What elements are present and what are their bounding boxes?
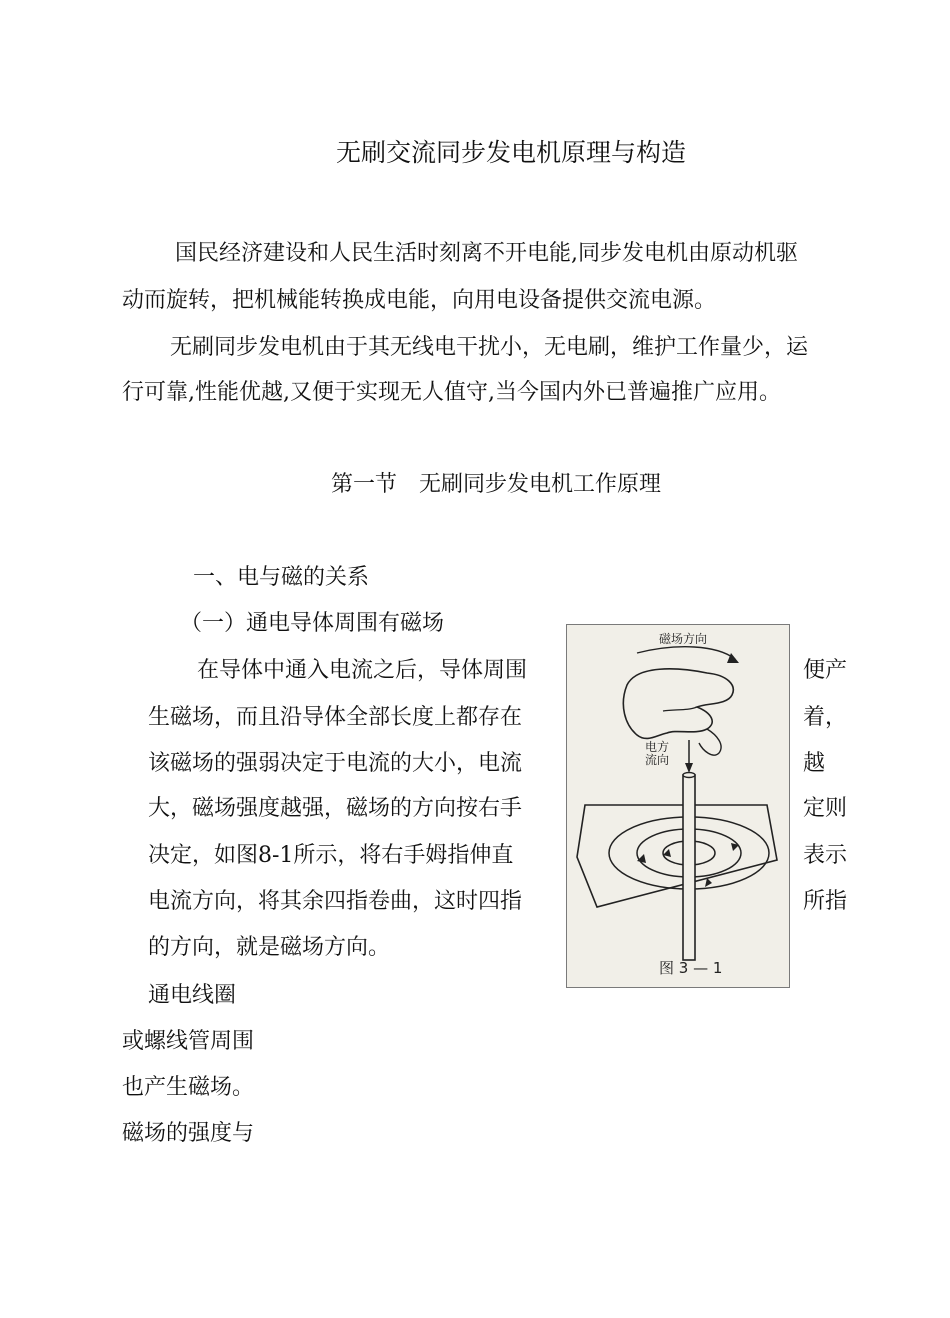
body-left-line-2: 生磁场，而且沿导体全部长度上都存在 [148, 705, 523, 730]
figure-caption: 图 3 — 1 [659, 959, 723, 977]
body-tail-line-2: 或螺线管周围 [122, 1029, 255, 1054]
body-right-line-1: 便产 [803, 658, 848, 683]
figure-label-field: 磁场方向 [659, 632, 708, 646]
body-right-line-3: 越 [803, 751, 826, 776]
body-tail-line-1: 通电线圈 [148, 983, 237, 1008]
right-hand-rule-illustration [567, 625, 789, 987]
body-tail-line-4: 磁场的强度与 [122, 1121, 255, 1146]
body-right-line-4: 定则 [803, 796, 848, 821]
body-left-line-3: 该磁场的强弱决定于电流的大小，电流 [148, 751, 523, 776]
body-left-line-4: 大，磁场强度越强，磁场的方向按右手 [148, 796, 523, 821]
body-left-line-5: 决定，如图8-1所示，将右手姆指伸直 [148, 843, 514, 868]
heading-2: （一）通电导体周围有磁场 [180, 611, 445, 636]
section-title: 第一节 无刷同步发电机工作原理 [331, 472, 662, 497]
intro-line-1: 国民经济建设和人民生活时刻离不开电能,同步发电机由原动机驱 [175, 241, 798, 266]
body-right-line-2: 着， [803, 705, 848, 730]
doc-title: 无刷交流同步发电机原理与构造 [336, 138, 687, 167]
body-right-line-5: 表示 [803, 843, 848, 868]
body-left-line-7: 的方向，就是磁场方向。 [148, 935, 391, 960]
body-left-line-6: 电流方向，将其余四指卷曲，这时四指 [148, 889, 523, 914]
intro-line-4: 行可靠,性能优越,又便于实现无人值守,当今国内外已普遍推广应用。 [122, 380, 781, 405]
intro-line-3: 无刷同步发电机由于其无线电干扰小，无电刷，维护工作量少，运 [170, 335, 809, 360]
body-tail-line-3: 也产生磁场。 [122, 1075, 255, 1100]
right-hand-rule-figure [566, 624, 790, 988]
intro-line-2: 动而旋转，把机械能转换成电能，向用电设备提供交流电源。 [122, 288, 717, 313]
body-right-line-6: 所指 [803, 889, 848, 914]
heading-1: 一、电与磁的关系 [193, 565, 370, 590]
figure-label-current: 电方流向 [645, 740, 670, 767]
body-left-line-1: 在导体中通入电流之后，导体周围 [197, 658, 528, 683]
